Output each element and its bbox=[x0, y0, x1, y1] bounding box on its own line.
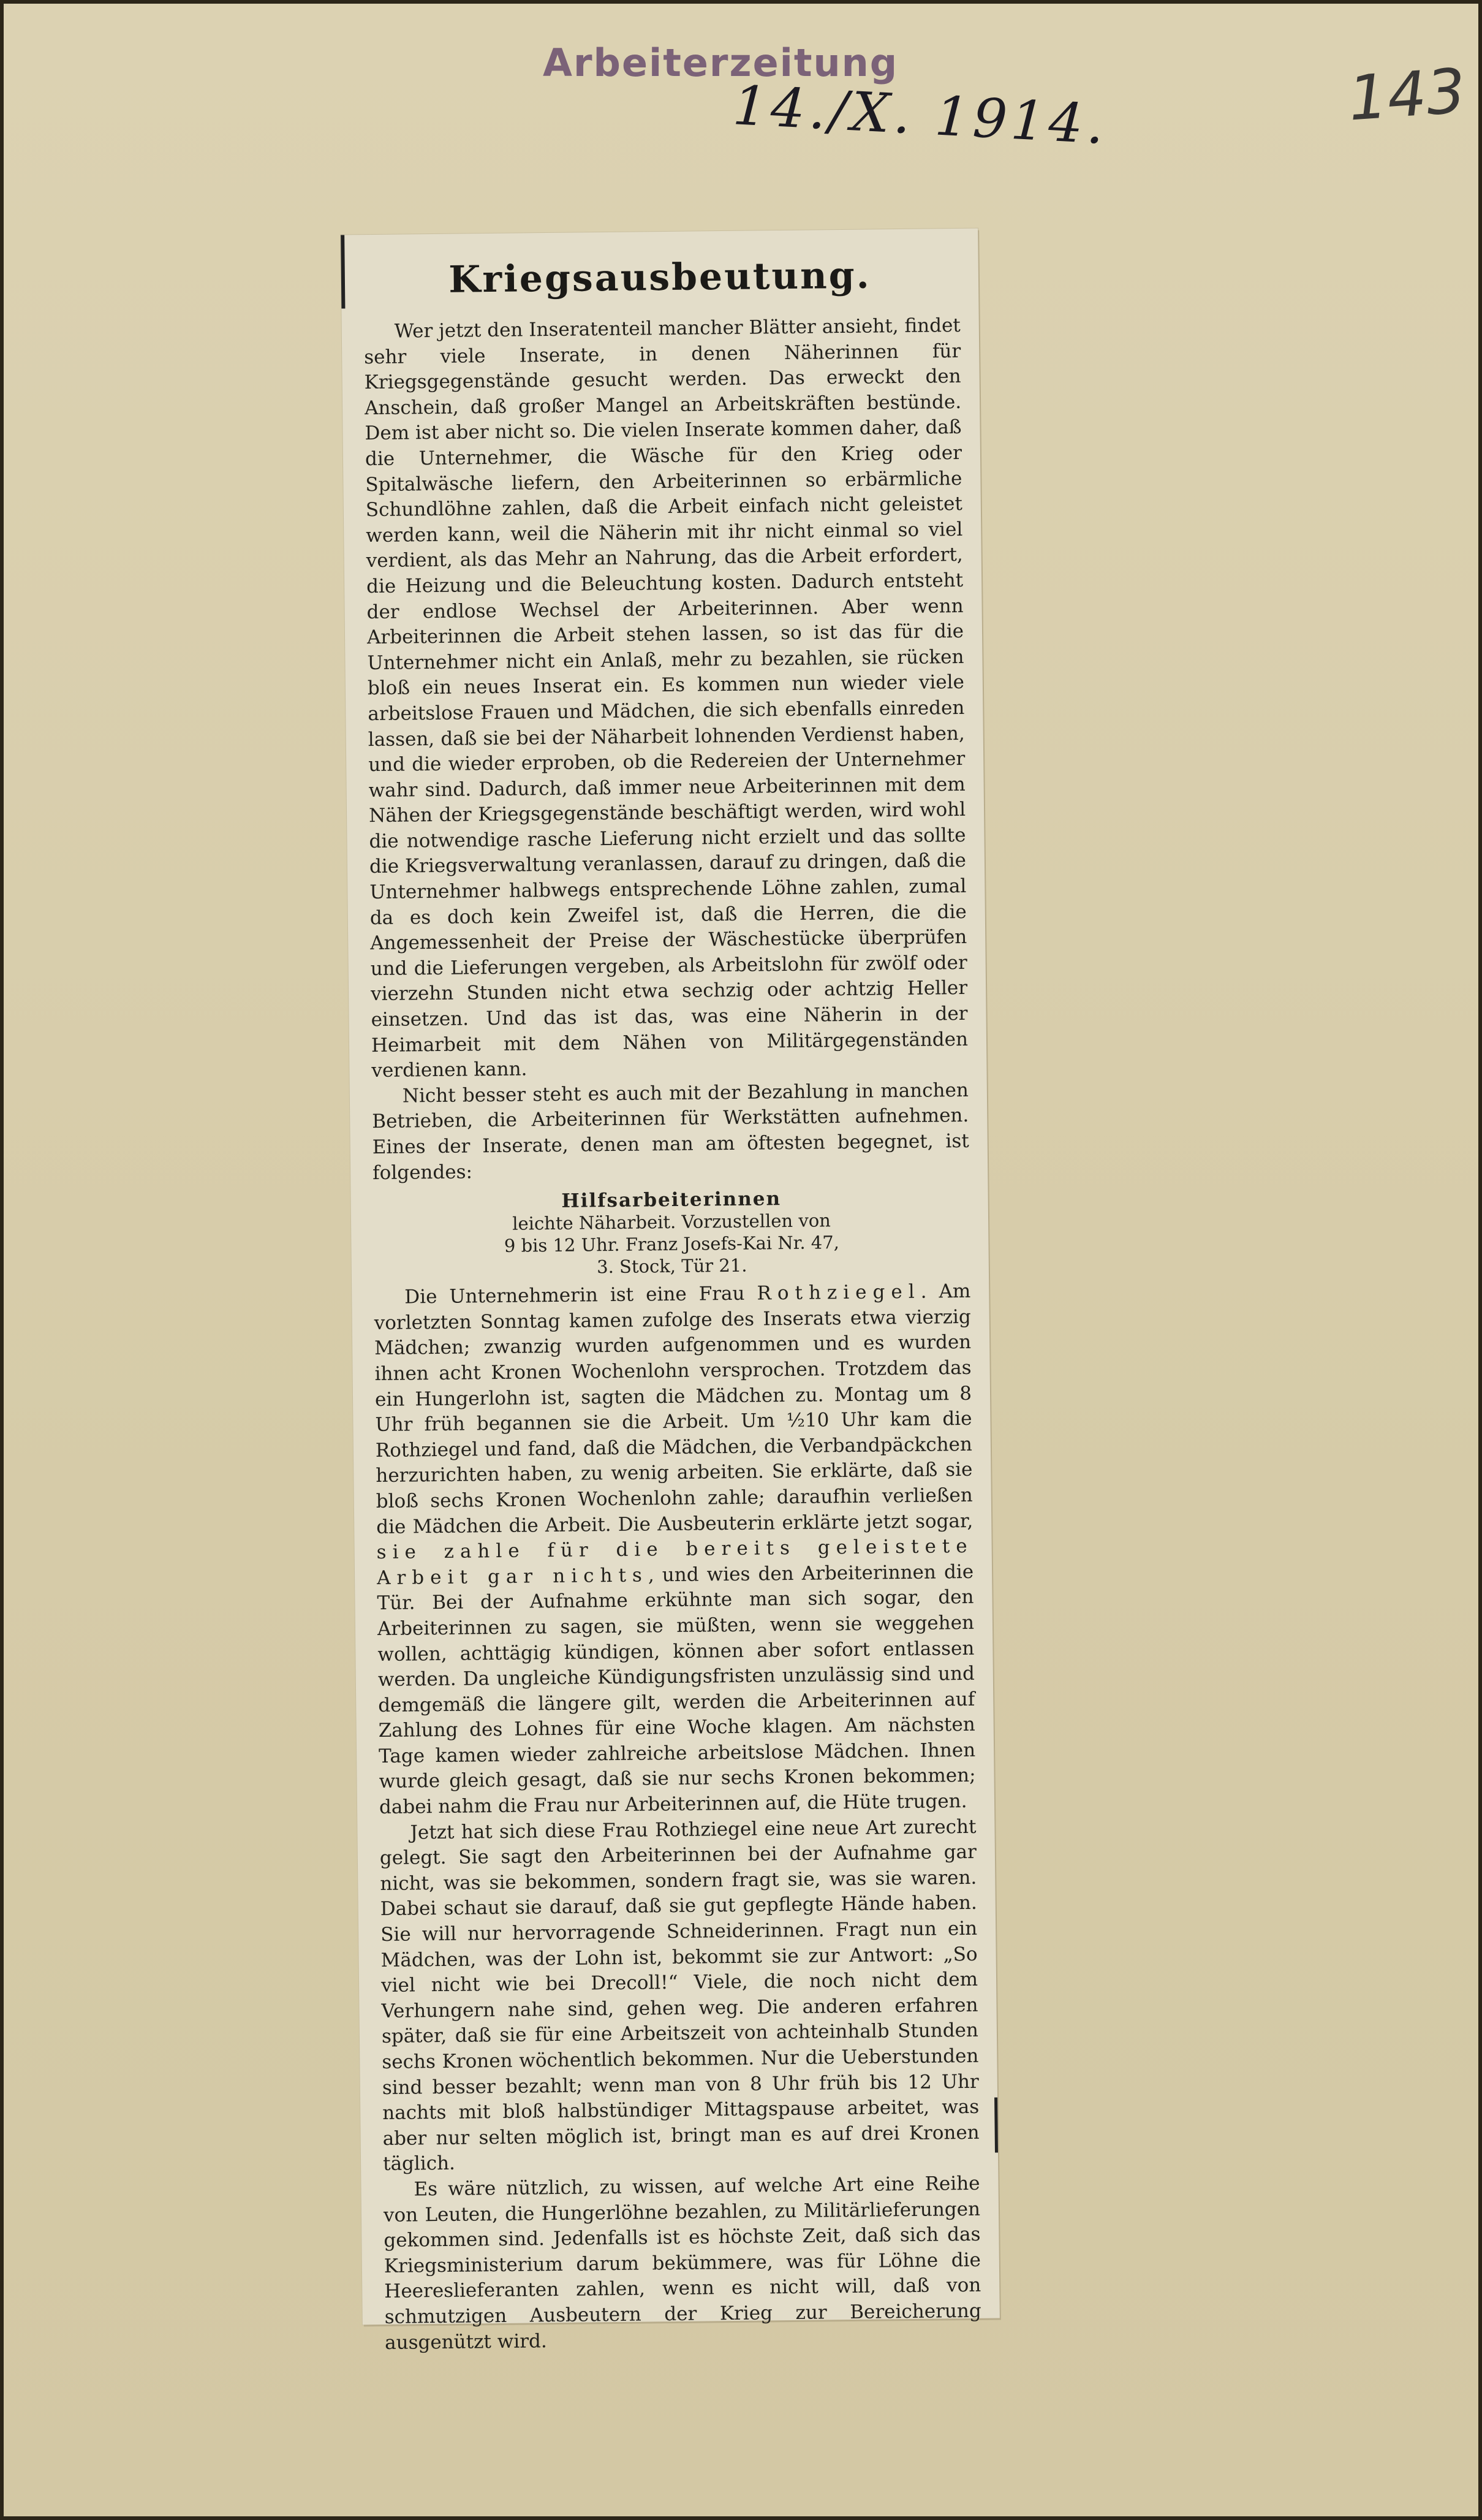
emphasized-phrase: sie zahle für die bereits geleistete Arbeit gar nichts bbox=[376, 1535, 974, 1589]
newspaper-clipping bbox=[341, 229, 1000, 2354]
article-title: Kriegsausbeutung. bbox=[448, 254, 871, 302]
emphasized-name: Rothziegel bbox=[757, 1280, 921, 1305]
newspaper-stamp: Arbeiterzeitung bbox=[543, 40, 899, 85]
text-run: , und wies den Arbeiterinnen die Tür. Bei der Aufnahme erkühnte man sich sogar, den Arbeiterinnen zu sagen, sie müßten, wenn sie weggehen wollen, achttägig kündigen, können aber sofort entlassen werden. Da ungleiche Kündigungsfristen unzulässig sind und demgemäß die längere gilt, werden die Arbeiterinnen auf Zahlung des Lohnes für eine Woche klagen. Am nächsten Tage kamen wieder zahlreiche arbeitslose Mädchen. Ihnen wurde gleich gesagt, daß sie nur sechs Kronen bekommen; dabei nahm die Frau nur Arbeiterinnen auf, die Hüte trugen. bbox=[377, 1560, 976, 1819]
ad-line: 3. Stock, Tür 21. bbox=[596, 1254, 747, 1278]
ad-line: 9 bis 12 Uhr. Franz Josefs-Kai Nr. 47, bbox=[504, 1232, 840, 1257]
text-run: Die Unternehmerin ist eine Frau bbox=[404, 1282, 757, 1308]
article-paragraph: Wer jetzt den Inseratenteil mancher Blätter ansieht, findet sehr viele Inserate, in denen Näherinnen für Kriegsgegenstände gesucht werden. Das erweckt den Anschein, daß großer Mangel an Arbeitskräften bestünde. Dem ist aber nicht so. Die vielen Inserate kommen daher, daß die Unternehmer, die Wäsche für den Krieg oder Spitalwäsche liefern, den Arbeiterinnen so erbärmliche Schundlöhne zahlen, daß die Arbeit einfach nicht geleistet werden kann, weil die Näherin mit ihr nicht einmal so viel verdient, als das Mehr an Nahrung, das die Arbeit erfordert, die Heizung und die Beleuchtung kosten. Dadurch entsteht der endlose Wechsel der Arbeiterinnen. Aber wenn Arbeiterinnen die Arbeit stehen lassen, so ist das für die Unternehmer nicht ein Anlaß, mehr zu bezahlen, sie rücken bloß ein neues Inserat ein. Es kommen nun wieder viele arbeitslose Frauen und Mädchen, die sich ebenfalls einreden lassen, daß sie bei der Näharbeit lohnenden Verdienst haben, und die wieder erproben, ob die Redereien der Unternehmer wahr sind. Dadurch, daß immer neue Arbeiterinnen mit dem Nähen der Kriegsgegenstände beschäftigt werden, wird wohl die notwendige rasche Lieferung nicht erzielt und das sollte die Kriegsverwaltung veranlassen, darauf zu dringen, daß die Unternehmer halbwegs entsprechende Löhne zahlen, zumal da es doch kein Zweifel ist, daß die Herren, die die Angemessenheit der Preise der Wäschestücke überprüfen und die Lieferungen vergeben, als Arbeitslohn für zwölf oder vierzehn Stunden nicht etwa sechzig oder achtzig Heller einsetzen. Und das ist das, was eine Näherin in der Heimarbeit mit dem Nähen von Militärgegenständen verdienen kann. bbox=[364, 314, 969, 1082]
article-paragraph: Es wäre nützlich, zu wissen, auf welche Art eine Reihe von Leuten, die Hungerlöhne bezahlen, zu Militärlieferungen gekommen sind. Jedenfalls ist es höchste Zeit, daß sich das Kriegsministerium darum bekümmere, was für Löhne die Heereslieferanten zahlen, wenn es nicht will, daß von schmutzigen Ausbeutern der Krieg zur Bereicherung ausgenützt wird. bbox=[383, 2172, 981, 2354]
handwritten-page-number: 143 bbox=[1346, 55, 1468, 135]
article-paragraph: Jetzt hat sich diese Frau Rothziegel eine neue Art zurecht gelegt. Sie sagt den Arbeiterinnen bei der Aufnahme gar nicht, was sie bekommen, sondern fragt sie, was sie waren. Dabei schaut sie darauf, daß sie gut gepflegte Hände haben. Sie will nur hervorragende Schneiderinnen. Fragt nun ein Mädchen, was der Lohn ist, bekommt sie zur Antwort: „So viel nicht wie bei Drecoll!“ Viele, die noch nicht dem Verhungern nahe sind, gehen weg. Die anderen erfahren später, daß sie für eine Arbeitszeit von achteinhalb Stunden sechs Kronen wöchentlich bekommen. Nur die Ueberstunden sind besser bezahlt; wenn man von 8 Uhr früh bis 12 Uhr nachts mit bloß halbstündiger Mittagspause arbeitet, was aber nur selten möglich ist, bringt man es auf drei Kronen täglich. bbox=[379, 1815, 980, 2176]
text-run: . Am vorletzten Sonntag kamen zufolge des Inserats etwa vierzig Mädchen; zwanzig wurden aufgenommen und es wurden ihnen acht Kronen Wochenlohn versprochen. Trotzdem das ein Hungerlohn ist, sagten die Mädchen zu. Montag um 8 Uhr früh begannen sie die Arbeit. Um ½10 Uhr kam die Rothziegel und fand, daß die Mädchen, die Verbandpäckchen herzurichten haben, zu wenig arbeiten. Sie erklärte, daß sie bloß sechs Kronen Wochenlohn zahle; daraufhin verließen die Mädchen die Arbeit. Die Ausbeuterin erklärte jetzt sogar, bbox=[374, 1280, 974, 1538]
ad-line: leichte Näharbeit. Vorzustellen von bbox=[512, 1210, 831, 1234]
ad-title: Hilfsarbeiterinnen bbox=[561, 1188, 782, 1213]
cut-edge-left bbox=[341, 235, 345, 308]
article-paragraph: Nicht besser steht es auch mit der Bezahlung in manchen Betrieben, die Arbeiterinnen für Werkstätten aufnehmen. Eines der Inserate, denen man am öftesten begegnet, ist folgendes: bbox=[372, 1079, 969, 1184]
article-paragraph bbox=[374, 1279, 976, 1821]
cut-edge-right bbox=[994, 2097, 998, 2152]
handwritten-date: 14./X. 1914. bbox=[731, 74, 1110, 156]
quoted-advertisement bbox=[373, 1186, 970, 1280]
article-body bbox=[342, 313, 1000, 2356]
